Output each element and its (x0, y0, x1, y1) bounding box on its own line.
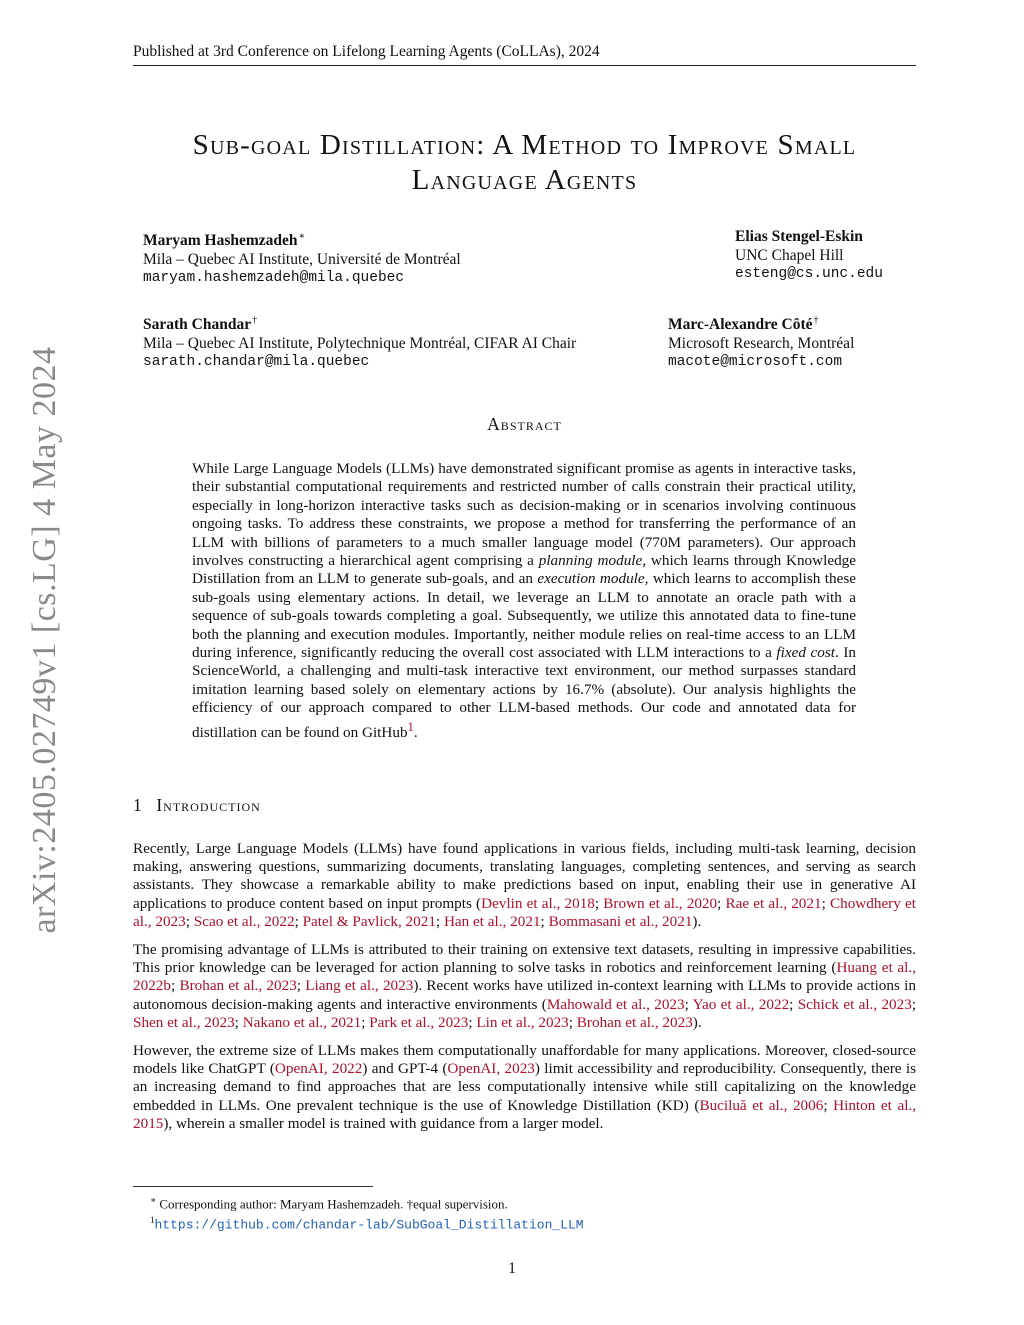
citation-link[interactable]: Patel & Pavlick, 2021 (302, 912, 436, 930)
citation-link[interactable]: Brown et al., 2020 (603, 894, 718, 912)
paragraph: Recently, Large Language Models (LLMs) have found applications in various fields, including multi-task learning, decision making, answering questions, summarizing documents, translating languages, completing sentences, and serving as search assistants. They showcase a remarkable ability to make predictions based on input, enabling their use in generative AI applications to produce content based on input prompts (Devlin et al., 2018; Brown et al., 2020; Rae et al., 2021; Chowdhery et al., 2023; Scao et al., 2022; Patel & Pavlick, 2021; Han et al., 2021; Bommasani et al., 2021). (133, 840, 916, 930)
citation-link[interactable]: Schick et al., 2023 (797, 995, 912, 1013)
page-number: 1 (508, 1260, 516, 1277)
section-heading-introduction (133, 795, 261, 816)
author-email[interactable]: esteng@cs.unc.edu (735, 266, 883, 282)
citation-link[interactable]: Liang et al., 2023 (305, 977, 414, 995)
author-email[interactable]: macote@microsoft.com (668, 354, 843, 371)
citation-link[interactable]: Lin et al., 2023 (476, 1013, 569, 1031)
section-title: Introduction (156, 795, 261, 815)
paragraph: However, the extreme size of LLMs makes them computationally unaffordable for many applications. Moreover, closed-source models like ChatGPT (OpenAI, 2022) and GPT-4 (OpenAI, 2023) limit accessibility and reproducibility. Consequently, there is an increasing demand to find approaches that are less computationally intensive while still capitalizing on the knowledge embedded in LLMs. One prevalent technique is the use of Knowledge Distillation (KD) (Buciluă et al., 2006; Hinton et al., 2015), wherein a smaller model is trained with guidance from a larger model. (133, 1042, 917, 1132)
author-email[interactable]: sarath.chandar@mila.quebec (143, 354, 370, 371)
citation-link[interactable]: Devlin et al., 2018 (481, 894, 595, 912)
citation-link[interactable]: Yao et al., 2022 (692, 995, 790, 1013)
citation-link[interactable]: OpenAI, 2022 (274, 1060, 363, 1078)
citation-link[interactable]: Hinton et al., 2015 (133, 1096, 917, 1132)
citation-link[interactable]: Buciluă et al., 2006 (699, 1096, 824, 1114)
author-affiliation: Microsoft Research, Montréal (668, 334, 855, 352)
author-affiliation: UNC Chapel Hill (735, 246, 844, 264)
footnote-github: $^1$https://github.com/chandar-lab/SubGoal_Distillation_LLM (150, 1215, 584, 1233)
citation-link[interactable]: Mahowald et al., 2023 (546, 995, 685, 1013)
citation-link[interactable]: Shen et al., 2023 (133, 1013, 235, 1031)
abstract-text: While Large Language Models (LLMs) have demonstrated significant promise as agents in interactive tasks, their substantial computational requirements and restricted number of calls constrain their practical utility, especially in long-horizon interactive tasks such as decision-making or in scenarios involving continuous ongoing tasks. To address these constraints, we propose a method for transferring the performance of an LLM with billions of parameters to a much smaller language model (770M parameters). Our approach involves constructing a hierarchical agent comprising a planning module, which learns through Knowledge Distillation from an LLM to generate sub-goals, and an execution module, which learns to accomplish these sub-goals using elementary actions. In detail, we leverage an LLM to annotate an oracle path with a sequence of sub-goals towards completing a goal. Subsequently, we utilize this annotated data to fine-tune both the planning and execution modules. Importantly, neither module relies on real-time access to an LLM during inference, significantly reducing the overall cost associated with LLM interactions to a fixed cost. In ScienceWorld, a challenging and multi-task interactive text environment, our method surpasses standard imitation learning based solely on elementary actions by 16.7% (absolute). Our analysis highlights the efficiency of our approach compared to other LLM-based methods. Our code and annotated data for distillation can be found on GitHub$^1$. (192, 460, 857, 741)
citation-link[interactable]: Brohan et al., 2023 (576, 1013, 693, 1031)
citation-link[interactable]: Chowdhery et al., 2023 (133, 894, 916, 930)
footnotes (150, 1192, 584, 1234)
section-number: 1 (133, 795, 143, 815)
author-name: Elias Stengel-Eskin (735, 228, 863, 245)
author-affiliation: Mila – Quebec AI Institute, Polytechnique Montréal, CIFAR AI Chair (143, 334, 577, 352)
citation-link[interactable]: Park et al., 2023 (369, 1013, 469, 1031)
arxiv-watermark: arXiv:2405.02749v1 [cs.LG] 4 May 2024 (26, 346, 63, 934)
author-affiliation: Mila – Quebec AI Institute, Université de Montréal (143, 250, 461, 268)
citation-link[interactable]: Nakano et al., 2021 (242, 1013, 362, 1031)
citation-link[interactable]: Scao et al., 2022 (193, 912, 295, 930)
author-block (143, 228, 461, 288)
conference-header: Published at 3rd Conference on Lifelong Learning Agents (CoLLAs), 2024 (133, 43, 916, 66)
footnote-ref[interactable]: 1 (407, 719, 414, 734)
github-link[interactable]: https://github.com/chandar-lab/SubGoal_Distillation_LLM (154, 1217, 584, 1233)
citation-link[interactable]: Han et al., 2021 (443, 912, 541, 930)
author-email[interactable]: maryam.hashemzadeh@mila.quebec (143, 270, 405, 287)
author-block (143, 312, 576, 372)
introduction-body (133, 840, 916, 1143)
footnote-corresponding: ∗ Corresponding author: Maryam Hashemzadeh. †equal supervision. (150, 1195, 508, 1212)
citation-link[interactable]: Brohan et al., 2023 (179, 977, 297, 995)
paper-title (133, 128, 916, 198)
footnote-divider (133, 1186, 373, 1187)
abstract-heading: Abstract (487, 414, 562, 434)
citation-link[interactable]: Bommasani et al., 2021 (548, 912, 693, 930)
citation-link[interactable]: Huang et al., 2022b (133, 959, 916, 995)
author-block (735, 228, 883, 284)
citation-link[interactable]: Rae et al., 2021 (725, 894, 822, 912)
citation-link[interactable]: OpenAI, 2023 (447, 1060, 535, 1078)
author-block (668, 312, 854, 372)
title-line-2: Language Agents (411, 164, 638, 196)
author-name: Maryam Hashemzadeh∗ (143, 231, 306, 250)
title-line-1: Sub-goal Distillation: A Method to Improve Small (192, 129, 857, 161)
author-name: Sarath Chandar† (143, 315, 258, 334)
paragraph: The promising advantage of LLMs is attributed to their training on extensive text datasets, resulting in impressive capabilities. This prior knowledge can be leveraged for action planning to solve tasks in robotics and reinforcement learning (Huang et al., 2022b; Brohan et al., 2023; Liang et al., 2023). Recent works have utilized in-context learning with LLMs to provide actions in autonomous decision-making agents and interactive environments (Mahowald et al., 2023; Yao et al., 2022; Schick et al., 2023; Shen et al., 2023; Nakano et al., 2021; Park et al., 2023; Lin et al., 2023; Brohan et al., 2023). (133, 941, 917, 1031)
author-name: Marc-Alexandre Côté† (668, 315, 819, 334)
